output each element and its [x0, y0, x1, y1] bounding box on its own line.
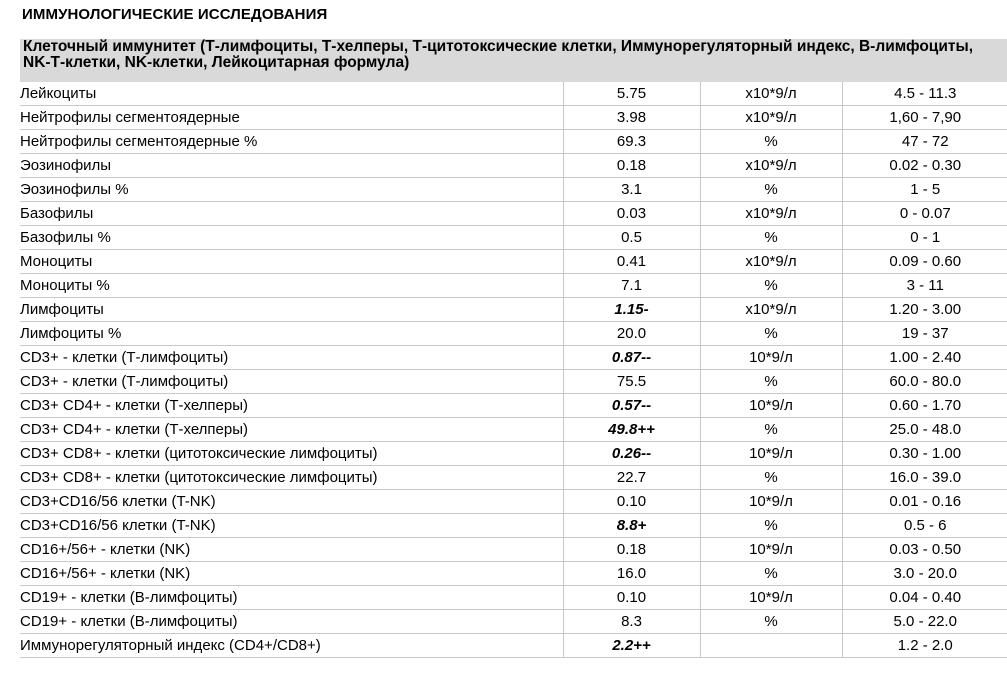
test-name-cell: CD19+ - клетки (В-лимфоциты): [20, 610, 563, 634]
test-name-cell: Лимфоциты: [20, 298, 563, 322]
unit-cell: 10*9/л: [700, 538, 842, 562]
unit-cell: х10*9/л: [700, 250, 842, 274]
result-value: 16.0: [563, 562, 700, 586]
table-row: [20, 298, 1007, 322]
unit-cell: %: [700, 418, 842, 442]
reference-range-cell: 0 - 0.07: [842, 202, 1007, 226]
test-name-cell: Базофилы: [20, 202, 563, 226]
reference-range-cell: 0 - 1: [842, 226, 1007, 250]
unit-cell: х10*9/л: [700, 106, 842, 130]
result-value-flagged: 0.57--: [563, 394, 700, 418]
table-row: [20, 610, 1007, 634]
unit-cell: 10*9/л: [700, 346, 842, 370]
test-name-cell: CD3+CD16/56 клетки (T-NK): [20, 490, 563, 514]
unit-cell: %: [700, 370, 842, 394]
result-value-flagged: 8.8+: [563, 514, 700, 538]
test-name-cell: Базофилы %: [20, 226, 563, 250]
result-value: 0.18: [563, 154, 700, 178]
test-name-cell: CD3+ - клетки (Т-лимфоциты): [20, 370, 563, 394]
test-name-cell: CD3+ - клетки (Т-лимфоциты): [20, 346, 563, 370]
table-row: [20, 514, 1007, 538]
reference-range-cell: 0.09 - 0.60: [842, 250, 1007, 274]
table-row: [20, 538, 1007, 562]
result-value: 0.10: [563, 586, 700, 610]
reference-range-cell: 3.0 - 20.0: [842, 562, 1007, 586]
table-row: [20, 250, 1007, 274]
test-name-cell: Моноциты: [20, 250, 563, 274]
result-value: 5.75: [563, 82, 700, 106]
results-body: [20, 82, 1007, 658]
unit-cell: х10*9/л: [700, 298, 842, 322]
test-name-cell: CD3+ CD8+ - клетки (цитотоксические лимфоциты): [20, 466, 563, 490]
table-row: [20, 418, 1007, 442]
reference-range-cell: 5.0 - 22.0: [842, 610, 1007, 634]
test-name-cell: CD19+ - клетки (В-лимфоциты): [20, 586, 563, 610]
unit-cell: %: [700, 178, 842, 202]
unit-cell: %: [700, 130, 842, 154]
unit-cell: %: [700, 226, 842, 250]
reference-range-cell: 1.00 - 2.40: [842, 346, 1007, 370]
table-row: [20, 394, 1007, 418]
reference-range-cell: 19 - 37: [842, 322, 1007, 346]
reference-range-cell: 1,60 - 7,90: [842, 106, 1007, 130]
result-value-flagged: 49.8++: [563, 418, 700, 442]
reference-range-cell: 0.5 - 6: [842, 514, 1007, 538]
result-value-flagged: 0.26--: [563, 442, 700, 466]
reference-range-cell: 0.02 - 0.30: [842, 154, 1007, 178]
reference-range-cell: 4.5 - 11.3: [842, 82, 1007, 106]
result-value-flagged: 0.87--: [563, 346, 700, 370]
unit-cell: %: [700, 322, 842, 346]
table-row: [20, 586, 1007, 610]
unit-cell: %: [700, 562, 842, 586]
result-value-flagged: 1.15-: [563, 298, 700, 322]
table-row: [20, 274, 1007, 298]
report-title: ИММУНОЛОГИЧЕСКИЕ ИССЛЕДОВАНИЯ: [22, 6, 328, 23]
reference-range-cell: 47 - 72: [842, 130, 1007, 154]
table-row: [20, 154, 1007, 178]
unit-cell: %: [700, 610, 842, 634]
table-row: [20, 346, 1007, 370]
unit-cell: 10*9/л: [700, 394, 842, 418]
result-value: 22.7: [563, 466, 700, 490]
result-value: 0.41: [563, 250, 700, 274]
table-row: [20, 562, 1007, 586]
unit-cell: %: [700, 274, 842, 298]
result-value: 69.3: [563, 130, 700, 154]
result-value: 8.3: [563, 610, 700, 634]
result-value: 0.10: [563, 490, 700, 514]
test-name-cell: Нейтрофилы сегментоядерные: [20, 106, 563, 130]
test-name-cell: CD3+ CD4+ - клетки (Т-хелперы): [20, 394, 563, 418]
result-value: 7.1: [563, 274, 700, 298]
table-row: [20, 466, 1007, 490]
result-value-flagged: 2.2++: [563, 634, 700, 658]
test-name-cell: CD3+ CD4+ - клетки (Т-хелперы): [20, 418, 563, 442]
unit-cell: %: [700, 466, 842, 490]
table-row: [20, 322, 1007, 346]
reference-range-cell: 3 - 11: [842, 274, 1007, 298]
unit-cell: [700, 634, 842, 658]
test-name-cell: Эозинофилы: [20, 154, 563, 178]
result-value: 3.1: [563, 178, 700, 202]
test-name-cell: Нейтрофилы сегментоядерные %: [20, 130, 563, 154]
table-row: [20, 130, 1007, 154]
reference-range-cell: 0.04 - 0.40: [842, 586, 1007, 610]
reference-range-cell: 0.03 - 0.50: [842, 538, 1007, 562]
table-row: [20, 370, 1007, 394]
test-name-cell: Иммунорегуляторный индекс (CD4+/CD8+): [20, 634, 563, 658]
result-value: 3.98: [563, 106, 700, 130]
results-table: [20, 82, 1007, 658]
section-header-text: Клеточный иммунитет (Т-лимфоциты, Т-хелперы, Т-цитотоксические клетки, Иммунорегуляторный индекс, В-лимфоциты, NK-Т-клетки, NK-клетки, Лейкоцитарная формула): [23, 38, 974, 71]
reference-range-cell: 25.0 - 48.0: [842, 418, 1007, 442]
section-header: [20, 39, 1007, 82]
unit-cell: х10*9/л: [700, 154, 842, 178]
reference-range-cell: 0.30 - 1.00: [842, 442, 1007, 466]
reference-range-cell: 60.0 - 80.0: [842, 370, 1007, 394]
table-row: [20, 82, 1007, 106]
test-name-cell: CD3+ CD8+ - клетки (цитотоксические лимфоциты): [20, 442, 563, 466]
table-row: [20, 442, 1007, 466]
unit-cell: х10*9/л: [700, 202, 842, 226]
reference-range-cell: 1.2 - 2.0: [842, 634, 1007, 658]
reference-range-cell: 1.20 - 3.00: [842, 298, 1007, 322]
test-name-cell: Моноциты %: [20, 274, 563, 298]
reference-range-cell: 0.01 - 0.16: [842, 490, 1007, 514]
test-name-cell: CD16+/56+ - клетки (NK): [20, 562, 563, 586]
result-value: 0.5: [563, 226, 700, 250]
test-name-cell: CD3+CD16/56 клетки (T-NK): [20, 514, 563, 538]
table-row: [20, 634, 1007, 658]
unit-cell: х10*9/л: [700, 82, 842, 106]
test-name-cell: CD16+/56+ - клетки (NK): [20, 538, 563, 562]
table-row: [20, 202, 1007, 226]
unit-cell: 10*9/л: [700, 442, 842, 466]
table-row: [20, 226, 1007, 250]
reference-range-cell: 16.0 - 39.0: [842, 466, 1007, 490]
table-row: [20, 106, 1007, 130]
test-name-cell: Лимфоциты %: [20, 322, 563, 346]
reference-range-cell: 1 - 5: [842, 178, 1007, 202]
unit-cell: 10*9/л: [700, 490, 842, 514]
unit-cell: %: [700, 514, 842, 538]
result-value: 0.03: [563, 202, 700, 226]
table-row: [20, 178, 1007, 202]
result-value: 0.18: [563, 538, 700, 562]
reference-range-cell: 0.60 - 1.70: [842, 394, 1007, 418]
table-row: [20, 490, 1007, 514]
test-name-cell: Лейкоциты: [20, 82, 563, 106]
test-name-cell: Эозинофилы %: [20, 178, 563, 202]
result-value: 75.5: [563, 370, 700, 394]
unit-cell: 10*9/л: [700, 586, 842, 610]
result-value: 20.0: [563, 322, 700, 346]
